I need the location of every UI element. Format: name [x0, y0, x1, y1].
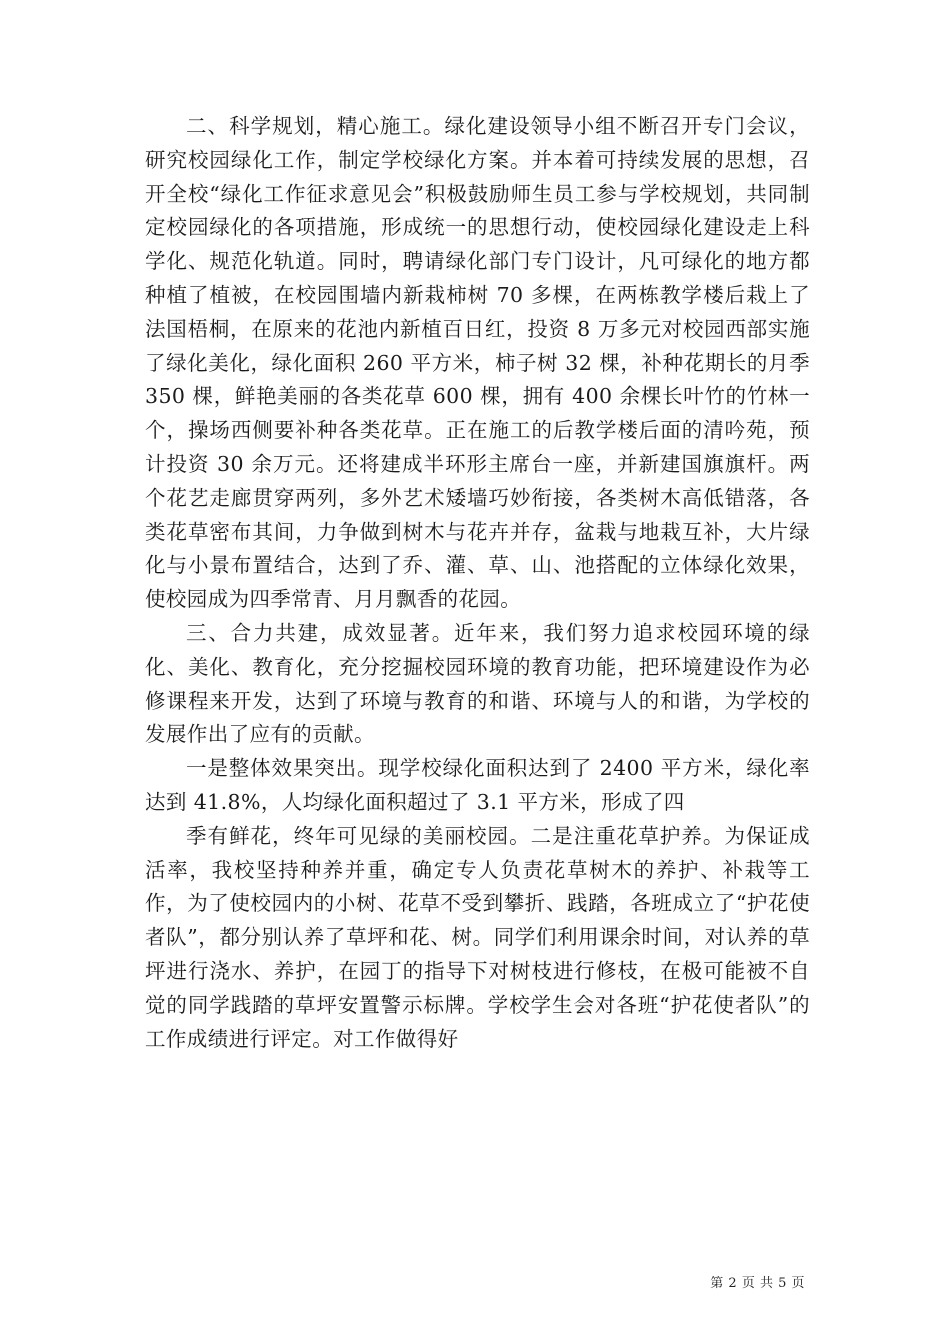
- paragraph-planning: 二、科学规划，精心施工。绿化建设领导小组不断召开专门会议，研究校园绿化工作，制定学校绿化方案。并本着可持续发展的思想，召开全校“绿化工作征求意见会”积极鼓励师生员工参与学校规划，共同制定校园绿化的各项措施，形成统一的思想行动，使校园绿化建设走上科学化、规范化轨道。同时，聘请绿化部门专门设计，凡可绿化的地方都种植了植被，在校园围墙内新栽柿树 70 多棵，在两栋教学楼后栽上了法国梧桐，在原来的花池内新植百日红，投资 8 万多元对校园西部实施了绿化美化，绿化面积 260 平方米，柿子树 32 棵，补种花期长的月季 350 棵，鲜艳美丽的各类花草 600 棵，拥有 400 余棵长叶竹的竹林一个，操场西侧要补种各类花草。正在施工的后教学楼后面的清吟苑，预计投资 30 余万元。还将建成半环形主席台一座，并新建国旗旗杆。两个花艺走廊贯穿两列，多外艺术矮墙巧妙衔接，各类树木高低错落，各类花草密布其间，力争做到树木与花卉并存，盆栽与地栽互补，大片绿化与小景布置结合，达到了乔、灌、草、山、池搭配的立体绿化效果，使校园成为四季常青、月月飘香的花园。: [145, 114, 810, 612]
- document-body: [145, 110, 810, 1056]
- paragraph-cooperation: 三、合力共建，成效显著。近年来，我们努力追求校园环境的绿化、美化、教育化，充分挖掘校园环境的教育功能，把环境建设作为必修课程来开发，达到了环境与教育的和谐、环境与人的和谐，为学校的发展作出了应有的贡献。: [145, 620, 810, 747]
- paragraph-maintenance: 季有鲜花，终年可见绿的美丽校园。二是注重花草护养。为保证成活率，我校坚持种养并重，确定专人负责花草树木的养护、补栽等工作，为了使校园内的小树、花草不受到攀折、践踏，各班成立了“护花使者队”，都分别认养了草坪和花、树。同学们利用课余时间，对认养的草坪进行浇水、养护，在园丁的指导下对树枝进行修枝，在极可能被不自觉的同学践踏的草坪安置警示标牌。学校学生会对各班“护花使者队”的工作成绩进行评定。对工作做得好: [145, 823, 810, 1051]
- paragraph-overall-effect: 一是整体效果突出。现学校绿化面积达到了 2400 平方米，绿化率达到 41.8%，人均绿化面积超过了 3.1 平方米，形成了四: [145, 756, 810, 814]
- page-number-footer: 第 2 页 共 5 页: [710, 1276, 805, 1291]
